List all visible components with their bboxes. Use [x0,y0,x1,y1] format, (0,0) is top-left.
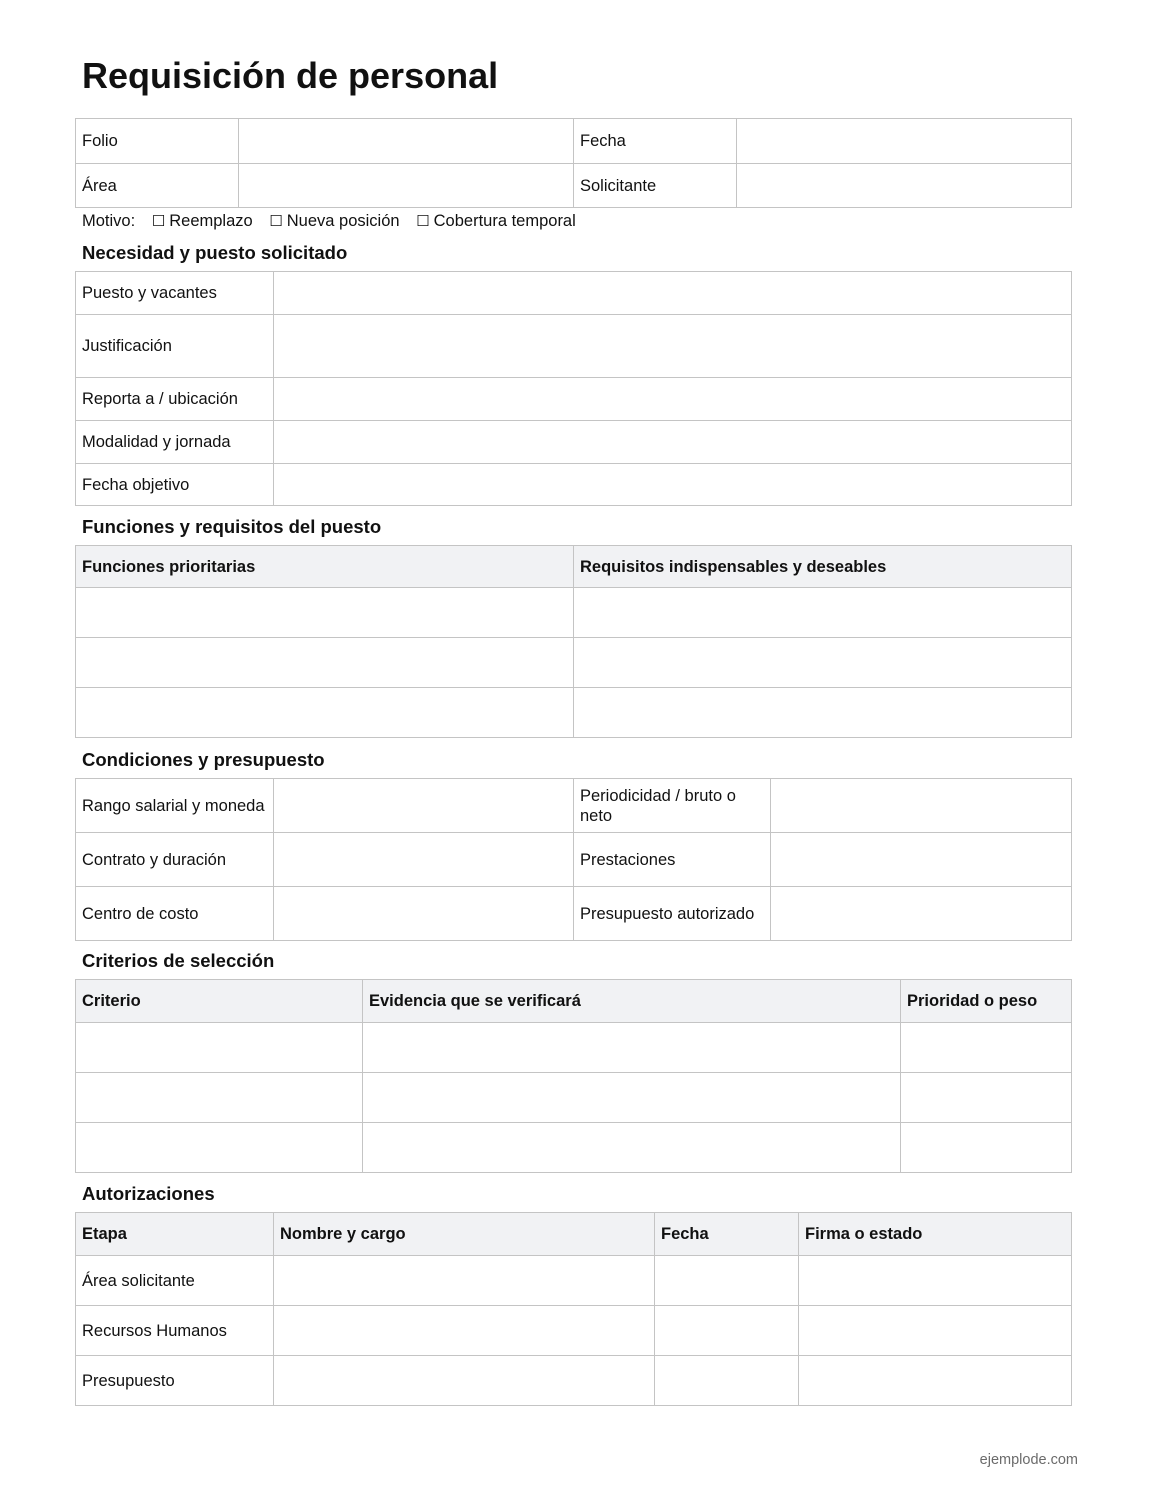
section-title-functions: Funciones y requisitos del puesto [82,516,382,537]
stage-label: Recursos Humanos [76,1306,274,1356]
date-field[interactable] [655,1256,799,1306]
section-title-conditions: Condiciones y presupuesto [82,749,325,770]
condition-field[interactable] [771,779,1072,833]
need-row-field[interactable] [274,378,1072,421]
name-field[interactable] [274,1256,655,1306]
condition-field[interactable] [771,833,1072,887]
need-row-field[interactable] [274,464,1072,506]
requirements-cell[interactable] [574,588,1072,638]
motivo-option-nueva-posicion[interactable]: ☐ Nueva posición [269,212,400,230]
solicitante-field[interactable] [737,164,1072,208]
functions-table [75,545,1072,738]
condition-label: Periodicidad / bruto o neto [574,779,771,833]
condition-field[interactable] [274,887,574,941]
functions-cell[interactable] [76,638,574,688]
area-label: Área [76,164,239,208]
conditions-table [75,778,1072,941]
condition-label: Contrato y duración [76,833,274,887]
solicitante-label: Solicitante [574,164,737,208]
motivo-option-reemplazo[interactable]: ☐ Reemplazo [151,212,253,230]
condition-label: Prestaciones [574,833,771,887]
criteria-cell[interactable] [76,1073,363,1123]
name-field[interactable] [274,1356,655,1406]
checkbox-icon[interactable]: ☐ [151,212,166,230]
need-row-field[interactable] [274,421,1072,464]
signature-header: Firma o estado [799,1213,1072,1256]
name-field[interactable] [274,1306,655,1356]
condition-label: Rango salarial y moneda [76,779,274,833]
folio-field[interactable] [239,119,574,164]
stage-label: Área solicitante [76,1256,274,1306]
need-row-field[interactable] [274,272,1072,315]
need-row-label: Justificación [76,315,274,378]
evidence-header: Evidencia que se verificará [363,980,901,1023]
footer-source: ejemplode.com [979,1452,1078,1468]
need-row-label: Fecha objetivo [76,464,274,506]
criteria-cell[interactable] [76,1023,363,1073]
evidence-cell[interactable] [363,1073,901,1123]
date-field[interactable] [655,1306,799,1356]
condition-field[interactable] [274,833,574,887]
date-header: Fecha [655,1213,799,1256]
header-table [75,118,1072,208]
priority-cell[interactable] [901,1073,1072,1123]
need-row-field[interactable] [274,315,1072,378]
priority-cell[interactable] [901,1123,1072,1173]
motivo-row [82,210,576,232]
condition-field[interactable] [771,887,1072,941]
stage-header: Etapa [76,1213,274,1256]
page-title: Requisición de personal [82,55,499,96]
section-title-need: Necesidad y puesto solicitado [82,242,348,263]
stage-label: Presupuesto [76,1356,274,1406]
name-header: Nombre y cargo [274,1213,655,1256]
area-field[interactable] [239,164,574,208]
requirements-cell[interactable] [574,688,1072,738]
functions-cell[interactable] [76,688,574,738]
priority-header: Prioridad o peso [901,980,1072,1023]
need-row-label: Puesto y vacantes [76,272,274,315]
need-row-label: Modalidad y jornada [76,421,274,464]
motivo-option-cobertura-temporal[interactable]: ☐ Cobertura temporal [416,212,576,230]
fecha-label: Fecha [574,119,737,164]
fecha-field[interactable] [737,119,1072,164]
checkbox-icon[interactable]: ☐ [269,212,283,230]
criteria-header: Criterio [76,980,363,1023]
checkbox-icon[interactable]: ☐ [416,212,430,230]
approvals-table [75,1212,1072,1406]
signature-field[interactable] [799,1356,1072,1406]
evidence-cell[interactable] [363,1023,901,1073]
priority-cell[interactable] [901,1023,1072,1073]
section-title-criteria: Criterios de selección [82,950,275,971]
need-table [75,271,1072,506]
motivo-label: Motivo: [82,212,136,230]
requirements-header: Requisitos indispensables y deseables [574,546,1072,588]
functions-header: Funciones prioritarias [76,546,574,588]
functions-cell[interactable] [76,588,574,638]
criteria-cell[interactable] [76,1123,363,1173]
section-title-approvals: Autorizaciones [82,1183,215,1204]
condition-label: Centro de costo [76,887,274,941]
evidence-cell[interactable] [363,1123,901,1173]
folio-label: Folio [76,119,239,164]
signature-field[interactable] [799,1306,1072,1356]
date-field[interactable] [655,1356,799,1406]
requirements-cell[interactable] [574,638,1072,688]
signature-field[interactable] [799,1256,1072,1306]
condition-label: Presupuesto autorizado [574,887,771,941]
need-row-label: Reporta a / ubicación [76,378,274,421]
criteria-table [75,979,1072,1173]
condition-field[interactable] [274,779,574,833]
